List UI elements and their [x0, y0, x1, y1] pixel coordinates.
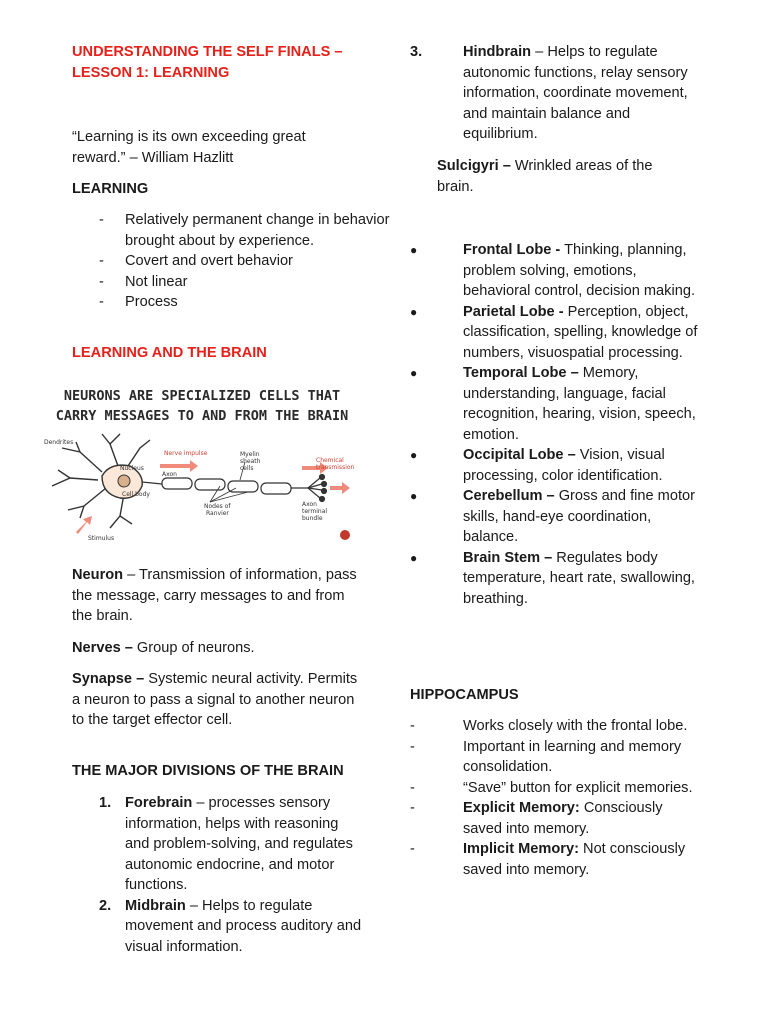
list-item: - Works closely with the frontal lobe. [410, 718, 688, 734]
lobes-list [410, 240, 700, 609]
label-nerve-impulse: Nerve impulse [164, 450, 208, 457]
figure-title-line-2: CARRY MESSAGES TO AND FROM THE BRAIN [55, 408, 349, 424]
list-item: - “Save” button for explicit memories. [410, 779, 693, 796]
label-myelin-1: Myelin [240, 451, 260, 458]
label-myelin-2: sheath [240, 458, 261, 465]
list-item: 2. Midbrain – Helps to regulate movement and process auditory and visual information. [99, 897, 362, 955]
list-item: ● Temporal Lobe – Memory, understanding, language, facial recognition, hearing, vision, speech, emotion. [410, 365, 696, 443]
label-terminal-1: Axon [302, 501, 317, 508]
list-item: - Implicit Memory: Not consciously saved into memory. [410, 841, 686, 878]
label-terminal-2: terminal [302, 508, 328, 515]
decorative-dot [340, 530, 350, 540]
opening-quote: “Learning is its own exceeding great reward.” – William Hazlitt [72, 129, 306, 166]
label-chemical-2: transmission [316, 464, 355, 471]
hippocampus-heading: HIPPOCAMPUS [410, 687, 519, 703]
axon-terminal-shape [308, 475, 327, 502]
divisions-list [72, 793, 362, 957]
list-item: - Not linear [99, 273, 188, 290]
label-nodes-1: Nodes of [204, 503, 231, 510]
definitions [72, 565, 362, 731]
definition-synapse: Synapse – Systemic neural activity. Permits a neuron to pass a signal to another neuron to the target effector cell. [72, 671, 358, 728]
list-item: - Relatively permanent change in behavior brought about by experience. [99, 212, 390, 249]
label-terminal-3: bundle [302, 515, 323, 522]
list-item: 3. Hindbrain – Helps to regulate autonomic functions, relay sensory information, coordinate movement, and maintain balance and equilibrium. [410, 44, 688, 142]
label-nucleus: Nucleus [120, 465, 144, 472]
learning-list [0, 210, 434, 313]
list-item: - Covert and overt behavior [99, 253, 293, 269]
neuron-diagram [40, 382, 365, 548]
title-line-1: UNDERSTANDING THE SELF FINALS – [72, 44, 343, 60]
list-item: ● Cerebellum – Gross and fine motor skills, hand-eye coordination, balance. [410, 488, 695, 545]
document-title [72, 42, 362, 83]
divisions-list-continued [410, 42, 700, 145]
hippocampus-list [410, 716, 700, 880]
list-item: - Explicit Memory: Consciously saved into memory. [410, 800, 663, 837]
list-item: - Process [99, 294, 178, 310]
learning-heading: LEARNING [72, 181, 149, 197]
neuron-figure [40, 382, 365, 548]
figure-title-line-1: NEURONS ARE SPECIALIZED CELLS THAT [63, 388, 341, 404]
sulcigyri-definition: Sulcigyri – Wrinkled areas of the brain. [437, 158, 653, 195]
nucleus-shape [118, 475, 130, 487]
label-stimulus: Stimulus [88, 535, 115, 542]
list-item: ● Occipital Lobe – Vision, visual processing, color identification. [410, 447, 665, 484]
label-dendrites: Dendrites [44, 439, 74, 446]
list-item: 1. Forebrain – processes sensory information, helps with reasoning and problem-solving, and regulates autonomic endocrine, and motor functions. [99, 795, 353, 893]
label-axon: Axon [162, 471, 177, 478]
list-item: ● Brain Stem – Regulates body temperature, heart rate, swallowing, breathing. [410, 549, 695, 607]
myelin-sheath-shape [142, 478, 308, 494]
label-nodes-2: Ranvier [206, 510, 229, 517]
label-myelin-3: cells [240, 465, 254, 472]
title-line-2: LESSON 1: LEARNING [72, 64, 230, 81]
divisions-heading: THE MAJOR DIVISIONS OF THE BRAIN [72, 763, 344, 779]
label-cell-body: Cell body [122, 491, 150, 498]
brain-section-heading: LEARNING AND THE BRAIN [72, 345, 267, 361]
definition-neuron: Neuron – Transmission of information, pass the message, carry messages to and from the brain. [72, 567, 357, 624]
definition-nerves: Nerves – Group of neurons. [72, 639, 255, 656]
label-chemical-1: Chemical [316, 457, 344, 464]
list-item: ● Parietal Lobe - Perception, object, classification, spelling, knowledge of numbers, visuospatial processing. [410, 303, 698, 361]
list-item: - Important in learning and memory consolidation. [410, 738, 682, 775]
list-item: ● Frontal Lobe - Thinking, planning, problem solving, emotions, behavioral control, decision making. [410, 242, 696, 299]
